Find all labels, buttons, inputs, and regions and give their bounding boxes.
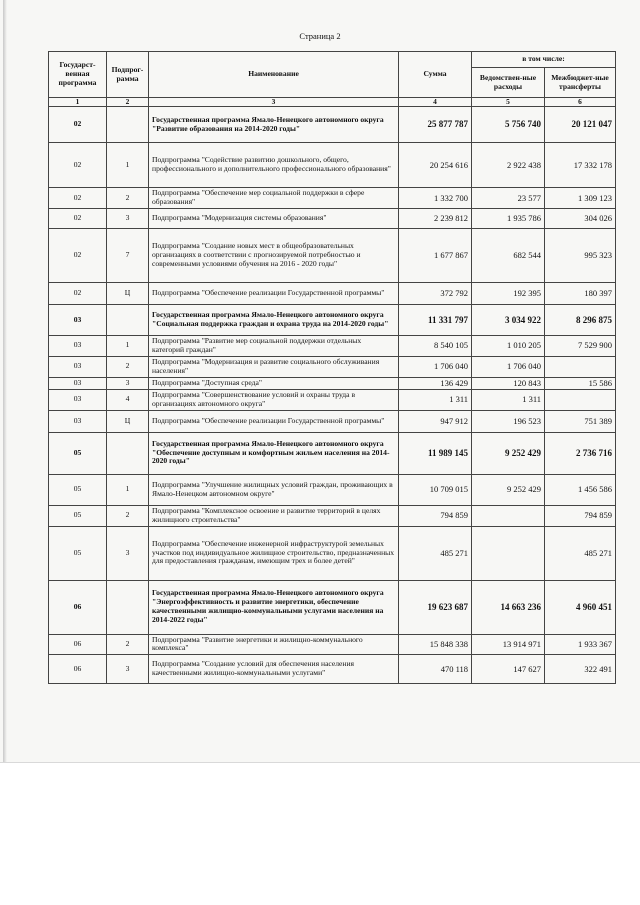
name-cell: Государственная программа Ямало-Ненецкого автономного округа "Энергоэффективность и развитие энергетики, обеспечение качественными жилищно-коммунальными услугами населения на 2014-2022 годы" [149,580,399,634]
departmental-expenses-cell [472,505,545,526]
sum-cell: 10 709 015 [399,474,472,505]
program-code-cell: 03 [49,377,107,389]
subprogram-code-cell: 3 [107,526,149,580]
program-code-cell: 05 [49,432,107,474]
sum-cell: 20 254 616 [399,143,472,188]
subprogram-code-cell [107,305,149,336]
interbudget-transfers-cell: 751 389 [545,410,616,432]
sum-cell: 8 540 105 [399,336,472,357]
sum-cell: 372 792 [399,283,472,305]
interbudget-transfers-cell: 322 491 [545,655,616,684]
subprogram-code-cell: 2 [107,356,149,377]
program-code-cell: 06 [49,655,107,684]
subprogram-code-cell [107,432,149,474]
subprogram-row [49,229,616,283]
departmental-expenses-cell: 147 627 [472,655,545,684]
program-code-cell: 02 [49,107,107,143]
departmental-expenses-cell: 1 311 [472,389,545,410]
interbudget-transfers-cell: 8 296 875 [545,305,616,336]
name-cell: Государственная программа Ямало-Ненецкого автономного округа "Развитие образования на 2014-2020 годы" [149,107,399,143]
subprogram-code-cell: 3 [107,655,149,684]
sum-cell: 1 706 040 [399,356,472,377]
sum-cell: 470 118 [399,655,472,684]
column-index: 1 [49,98,107,107]
subprogram-code-cell: 3 [107,377,149,389]
name-cell: Подпрограмма "Комплексное освоение и развитие территорий в целях жилищного строительства" [149,505,399,526]
column-index: 3 [149,98,399,107]
name-cell: Подпрограмма "Совершенствование условий и охраны труда в организациях автономного округа" [149,389,399,410]
interbudget-transfers-cell: 995 323 [545,229,616,283]
name-cell: Подпрограмма "Содействие развитию дошкольного, общего, профессионального и дополнительного профессионального образования" [149,143,399,188]
interbudget-transfers-cell: 485 271 [545,526,616,580]
program-code-cell: 05 [49,505,107,526]
header-state-program: Государст-венная программа [49,52,107,98]
subprogram-code-cell: 1 [107,143,149,188]
name-cell: Подпрограмма "Обеспечение реализации Государственной программы" [149,283,399,305]
departmental-expenses-cell [472,526,545,580]
column-index: 4 [399,98,472,107]
interbudget-transfers-cell: 17 332 178 [545,143,616,188]
subprogram-code-cell: 2 [107,505,149,526]
sum-cell: 136 429 [399,377,472,389]
sum-cell: 1 677 867 [399,229,472,283]
sum-cell: 1 311 [399,389,472,410]
sum-cell: 794 859 [399,505,472,526]
departmental-expenses-cell: 196 523 [472,410,545,432]
name-cell: Подпрограмма "Модернизация системы образования" [149,209,399,229]
departmental-expenses-cell: 1 935 786 [472,209,545,229]
subprogram-row [49,356,616,377]
departmental-expenses-cell: 5 756 740 [472,107,545,143]
program-code-cell: 02 [49,209,107,229]
subprogram-code-cell: 2 [107,188,149,209]
program-code-cell: 03 [49,410,107,432]
interbudget-transfers-cell [545,356,616,377]
header-departmental-expenses: Ведомствен-ные расходы [472,68,545,98]
sum-cell: 2 239 812 [399,209,472,229]
interbudget-transfers-cell: 1 456 586 [545,474,616,505]
interbudget-transfers-cell: 1 933 367 [545,634,616,655]
subprogram-code-cell: 3 [107,209,149,229]
name-cell: Подпрограмма "Развитие энергетики и жилищно-коммунального комплекса" [149,634,399,655]
header-sum: Сумма [399,52,472,98]
subprogram-row [49,336,616,357]
sum-cell: 19 623 687 [399,580,472,634]
column-index: 2 [107,98,149,107]
program-row [49,107,616,143]
subprogram-code-cell: 2 [107,634,149,655]
subprogram-code-cell [107,580,149,634]
name-cell: Подпрограмма "Создание новых мест в общеобразовательных организациях в соответствии с прогнозируемой потребностью и современными условиями обучения на 2016 - 2020 годы" [149,229,399,283]
subprogram-row [49,505,616,526]
subprogram-code-cell: 1 [107,336,149,357]
budget-table [48,51,616,684]
departmental-expenses-cell: 2 922 438 [472,143,545,188]
departmental-expenses-cell: 120 843 [472,377,545,389]
interbudget-transfers-cell: 794 859 [545,505,616,526]
subprogram-row [49,143,616,188]
header-including: в том числе: [472,52,616,68]
sum-cell: 947 912 [399,410,472,432]
column-index: 6 [545,98,616,107]
subprogram-code-cell: Ц [107,283,149,305]
program-row [49,305,616,336]
sum-cell: 1 332 700 [399,188,472,209]
subprogram-row [49,655,616,684]
name-cell: Подпрограмма "Обеспечение мер социальной поддержки в сфере образования" [149,188,399,209]
name-cell: Государственная программа Ямало-Ненецкого автономного округа "Обеспечение доступным и комфортным жильем населения на 2014-2020 годы" [149,432,399,474]
program-row [49,432,616,474]
program-code-cell: 03 [49,356,107,377]
name-cell: Государственная программа Ямало-Ненецкого автономного округа "Социальная поддержка граждан и охрана труда на 2014-2020 годы" [149,305,399,336]
departmental-expenses-cell: 682 544 [472,229,545,283]
program-code-cell: 03 [49,389,107,410]
subprogram-row [49,410,616,432]
header-name: Наименование [149,52,399,98]
interbudget-transfers-cell: 4 960 451 [545,580,616,634]
interbudget-transfers-cell: 180 397 [545,283,616,305]
subprogram-row [49,634,616,655]
subprogram-code-cell: 7 [107,229,149,283]
subprogram-row [49,389,616,410]
subprogram-row [49,377,616,389]
sum-cell: 15 848 338 [399,634,472,655]
interbudget-transfers-cell: 15 586 [545,377,616,389]
subprogram-code-cell [107,107,149,143]
sum-cell: 11 331 797 [399,305,472,336]
interbudget-transfers-cell: 20 121 047 [545,107,616,143]
name-cell: Подпрограмма "Обеспечение инженерной инфраструктурой земельных участков под индивидуальное жилищное строительство, предназначенных для предоставления гражданам, имеющим трех и более детей" [149,526,399,580]
program-code-cell: 06 [49,580,107,634]
header-interbudget-transfers: Межбюджет-ные трансферты [545,68,616,98]
subprogram-row [49,283,616,305]
subprogram-row [49,474,616,505]
departmental-expenses-cell: 14 663 236 [472,580,545,634]
subprogram-code-cell: 1 [107,474,149,505]
program-code-cell: 03 [49,305,107,336]
interbudget-transfers-cell: 304 026 [545,209,616,229]
program-code-cell: 06 [49,634,107,655]
sum-cell: 25 877 787 [399,107,472,143]
departmental-expenses-cell: 1 706 040 [472,356,545,377]
departmental-expenses-cell: 9 252 429 [472,432,545,474]
column-index: 5 [472,98,545,107]
program-code-cell: 02 [49,283,107,305]
sum-cell: 11 989 145 [399,432,472,474]
program-code-cell: 02 [49,143,107,188]
interbudget-transfers-cell: 7 529 900 [545,336,616,357]
program-row [49,580,616,634]
departmental-expenses-cell: 3 034 922 [472,305,545,336]
departmental-expenses-cell: 13 914 971 [472,634,545,655]
header-subprogram: Подпрог-рамма [107,52,149,98]
departmental-expenses-cell: 192 395 [472,283,545,305]
program-code-cell: 03 [49,336,107,357]
name-cell: Подпрограмма "Создание условий для обеспечения населения качественными жилищно-коммунальными услугами" [149,655,399,684]
name-cell: Подпрограмма "Улучшение жилищных условий граждан, проживающих в Ямало-Ненецком автономном округе" [149,474,399,505]
subprogram-code-cell: Ц [107,410,149,432]
sum-cell: 485 271 [399,526,472,580]
departmental-expenses-cell: 9 252 429 [472,474,545,505]
program-code-cell: 05 [49,474,107,505]
page-number: Страница 2 [299,31,341,41]
interbudget-transfers-cell: 1 309 123 [545,188,616,209]
program-code-cell: 02 [49,229,107,283]
name-cell: Подпрограмма "Модернизация и развитие социального обслуживания населения" [149,356,399,377]
subprogram-row [49,188,616,209]
departmental-expenses-cell: 1 010 205 [472,336,545,357]
subprogram-code-cell: 4 [107,389,149,410]
program-code-cell: 02 [49,188,107,209]
subprogram-row [49,526,616,580]
subprogram-row [49,209,616,229]
departmental-expenses-cell: 23 577 [472,188,545,209]
name-cell: Подпрограмма "Доступная среда" [149,377,399,389]
interbudget-transfers-cell [545,389,616,410]
name-cell: Подпрограмма "Развитие мер социальной поддержки отдельных категорий граждан" [149,336,399,357]
interbudget-transfers-cell: 2 736 716 [545,432,616,474]
program-code-cell: 05 [49,526,107,580]
name-cell: Подпрограмма "Обеспечение реализации Государственной программы" [149,410,399,432]
